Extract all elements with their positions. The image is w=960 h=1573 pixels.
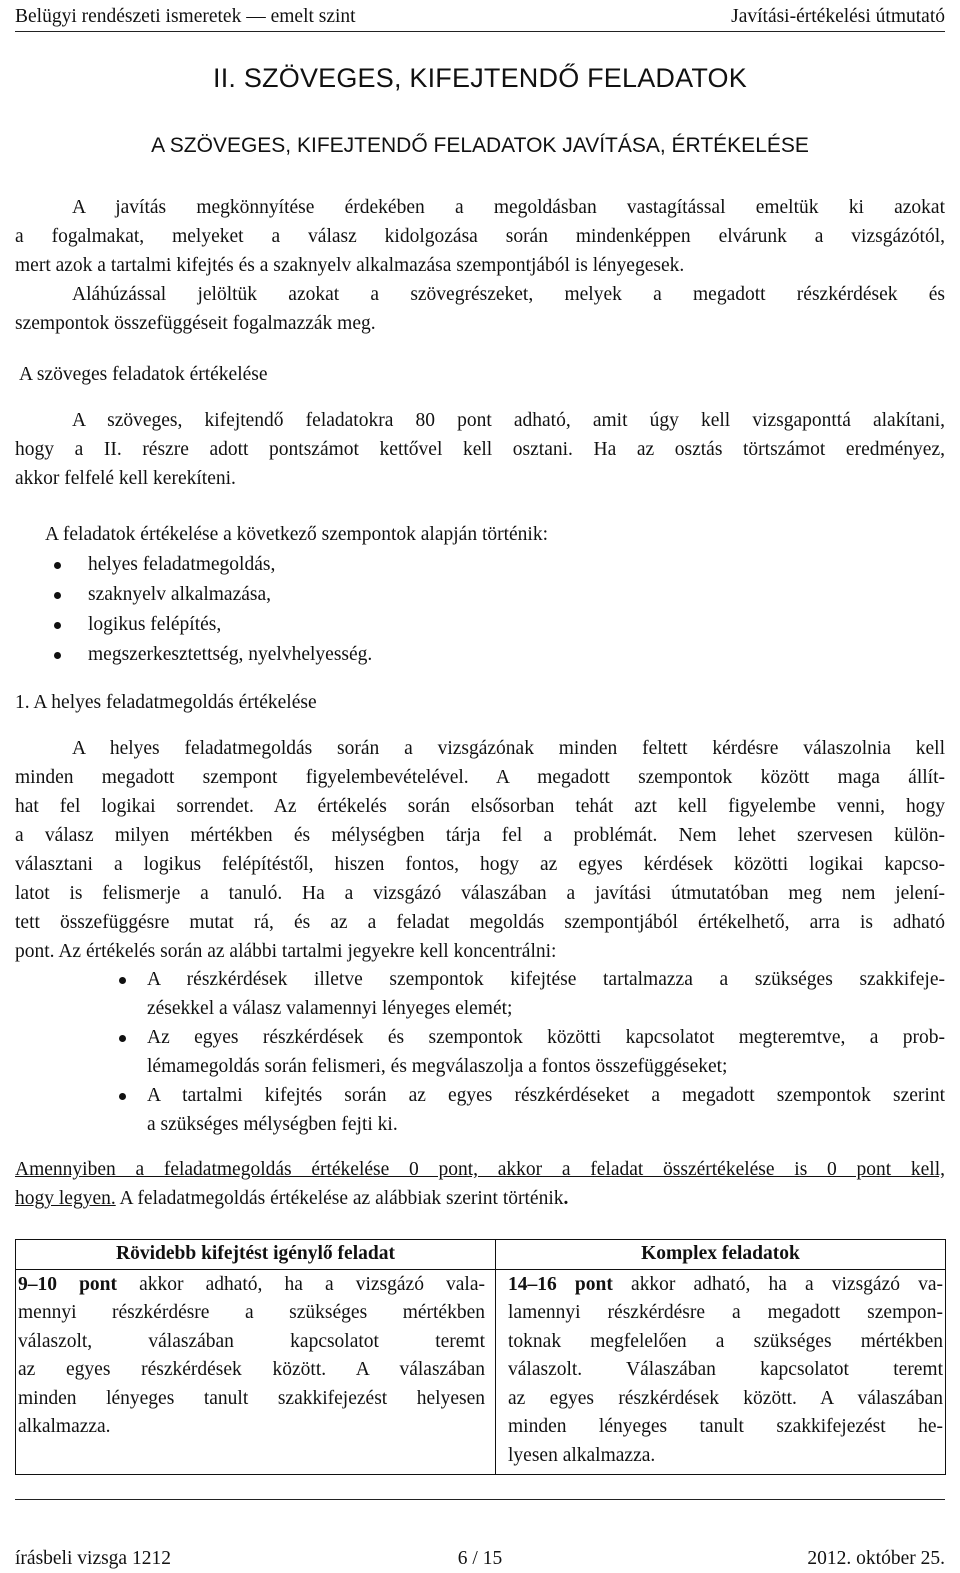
table-row [16,1269,946,1475]
footer-date: 2012. október 25. [807,1548,945,1569]
document-page [15,0,945,1570]
section-1-line: pont. Az értékelés során az alábbi tartalmi jegyekre kell koncentrálni: [15,941,557,962]
zero-rule-underlined: Amennyiben a feladatmegoldás értékelése 0 pont, akkor a feladat összértékelése is 0 pont kell, [15,1159,945,1180]
cell-line: az egyes részkérdések között. A válaszában [18,1359,485,1380]
list-item [45,610,945,640]
zero-rule-text: A feladatmegoldás értékelése az alábbiak szerint történik [115,1188,564,1209]
cell-line: az egyes részkérdések között. A válaszában [508,1387,943,1409]
section-1-line: A helyes feladatmegoldás során a vizsgázónak minden feltett kérdésre válaszolnia kell [72,738,945,759]
footer-divider [15,1499,945,1500]
cell-line: mennyi részkérdésre a szükséges mértékben [18,1302,485,1323]
list-item [110,965,945,1023]
cell-line: lyesen alkalmazza. [508,1444,656,1466]
list-item-line: zésekkel a válasz valamennyi lényeges elemét; [147,998,513,1019]
scoring-line: A szöveges, kifejtendő feladatokra 80 pont adható, amit úgy kell vizsgaponttá alakítani, [72,410,945,431]
list-item [110,1023,945,1081]
page-number: 6 / 15 [457,1548,503,1569]
criteria-item: logikus felépítés, [88,614,222,635]
list-item [45,580,945,610]
intro-paragraph [15,193,945,338]
zero-point-rule [15,1155,945,1213]
points-label: 14–16 pont [508,1273,613,1295]
list-item [110,1081,945,1139]
section-1-line: választani a logikus felépítéstől, hiszen fontos, hogy az egyes kérdések közötti logikai kapcso- [15,854,945,875]
bullet-icon [54,562,61,569]
table-header-complex: Komplex feladatok [496,1240,946,1270]
table-cell-short [16,1269,496,1475]
cell-line: akkor adható, ha a vizsgázó va- [612,1273,943,1295]
criteria-intro: A feladatok értékelése a következő szempontok alapján történik: [45,524,549,545]
grading-table [15,1239,946,1475]
cell-line: lamennyi részkérdésre a megadott szempon- [508,1302,943,1323]
footer-exam-code: írásbeli vizsga 1212 [15,1548,171,1569]
section-subtitle: A SZÖVEGES, KIFEJTENDŐ FELADATOK JAVÍTÁSA, ÉRTÉKELÉSE [151,134,809,157]
list-item [45,640,945,670]
section-title: II. SZÖVEGES, KIFEJTENDŐ FELADATOK [213,63,747,93]
list-item-line: Az egyes részkérdések és szempontok közötti kapcsolatot megteremtve, a prob- [147,1027,945,1048]
header-guide-title: Javítási-értékelési útmutató [731,6,945,27]
list-item-line: A tartalmi kifejtés során az egyes részkérdéseket a megadott szempontok szerint [147,1085,945,1106]
page-footer [15,1544,945,1570]
scoring-paragraph [15,406,945,493]
section-1-heading: 1. A helyes feladatmegoldás értékelése [15,692,317,713]
header-exam-title: Belügyi rendészeti ismeretek — emelt szint [15,6,356,27]
cell-line: válaszolt, válaszában kapcsolatot teremt [18,1330,485,1352]
bullet-icon [54,592,61,599]
list-item-line: lémamegoldás során felismeri, és megválaszolja a fontos összefüggéseket; [147,1056,728,1077]
table-header-short: Rövidebb kifejtést igénylő feladat [16,1240,496,1270]
criteria-item: szaknyelv alkalmazása, [88,584,271,605]
page-header [15,2,945,26]
bullet-icon [119,1093,126,1100]
scoring-heading: A szöveges feladatok értékelése [19,364,268,385]
list-item-line: a szükséges mélységben fejti ki. [147,1114,398,1135]
section-1-line: hat fel logikai sorrendet. Az értékelés során elsősorban tehát azt kell figyelembe venni, hogy [15,796,945,817]
list-item-line: A részkérdések illetve szempontok kifejtése tartalmazza a szükséges szakkifeje- [147,969,945,990]
cell-line: akkor adható, ha a vizsgázó vala- [117,1273,485,1295]
criteria-list [45,550,945,670]
table-cell-complex [496,1269,946,1475]
scoring-line: hogy a II. részre adott pontszámot kettővel kell osztani. Ha az osztás törtszámot eredményez, [15,439,945,460]
intro-line: A javítás megkönnyítése érdekében a megoldásban vastagítással emeltük ki azokat [72,197,945,218]
bullet-icon [54,652,61,659]
cell-line: toknak megfelelően a szükséges mértékben [508,1330,943,1352]
criteria-item: helyes feladatmegoldás, [88,554,276,575]
points-label: 9–10 pont [18,1273,118,1295]
underline-note-line: Aláhúzással jelöltük azokat a szövegrészeket, melyek a megadott részkérdések és [72,284,945,305]
criteria-section [45,520,945,670]
section-1-line: a válasz milyen mértékben és mélységben tárja fel a problémát. Nem lehet szervesen külön- [15,825,945,846]
bullet-icon [119,977,126,984]
cell-line: minden lényeges tanult szakkifejezést he- [508,1416,943,1437]
bullet-icon [119,1035,126,1042]
zero-rule-underlined: hogy legyen. [15,1188,116,1209]
content-criteria-list [110,965,945,1139]
section-1-paragraph [15,734,945,966]
section-1-line: minden megadott szempont figyelembevételével. A megadott szempontok között maga állít- [15,767,945,788]
bullet-icon [54,622,61,629]
table-header-row [16,1240,946,1270]
intro-line: a fogalmakat, melyeket a válasz kidolgozása során mindenképpen elvárunk a vizsgázótól, [15,226,945,247]
section-1-line: latot is felismerje a tanuló. Ha a vizsgázó válaszában a javítási útmutatóban meg nem jelení- [15,883,945,904]
underline-note-line: szempontok összefüggéseit fogalmazzák meg. [15,313,376,334]
criteria-item: megszerkesztettség, nyelvhelyesség. [88,644,373,665]
cell-line: minden lényeges tanult szakkifejezést helyesen [18,1387,485,1409]
header-divider [15,31,945,32]
section-1-line: tett összefüggésre mutat rá, és az a feladat megoldás szempontjából értékelhető, arra is adható [15,912,945,933]
cell-line: válaszolt. Válaszában kapcsolatot teremt [508,1359,943,1380]
cell-line: alkalmazza. [18,1416,111,1437]
list-item [45,550,945,580]
zero-rule-period: . [563,1188,569,1209]
intro-line: mert azok a tartalmi kifejtés és a szaknyelv alkalmazása szempontjából is lényegesek. [15,255,685,276]
scoring-line: akkor felfelé kell kerekíteni. [15,468,236,489]
